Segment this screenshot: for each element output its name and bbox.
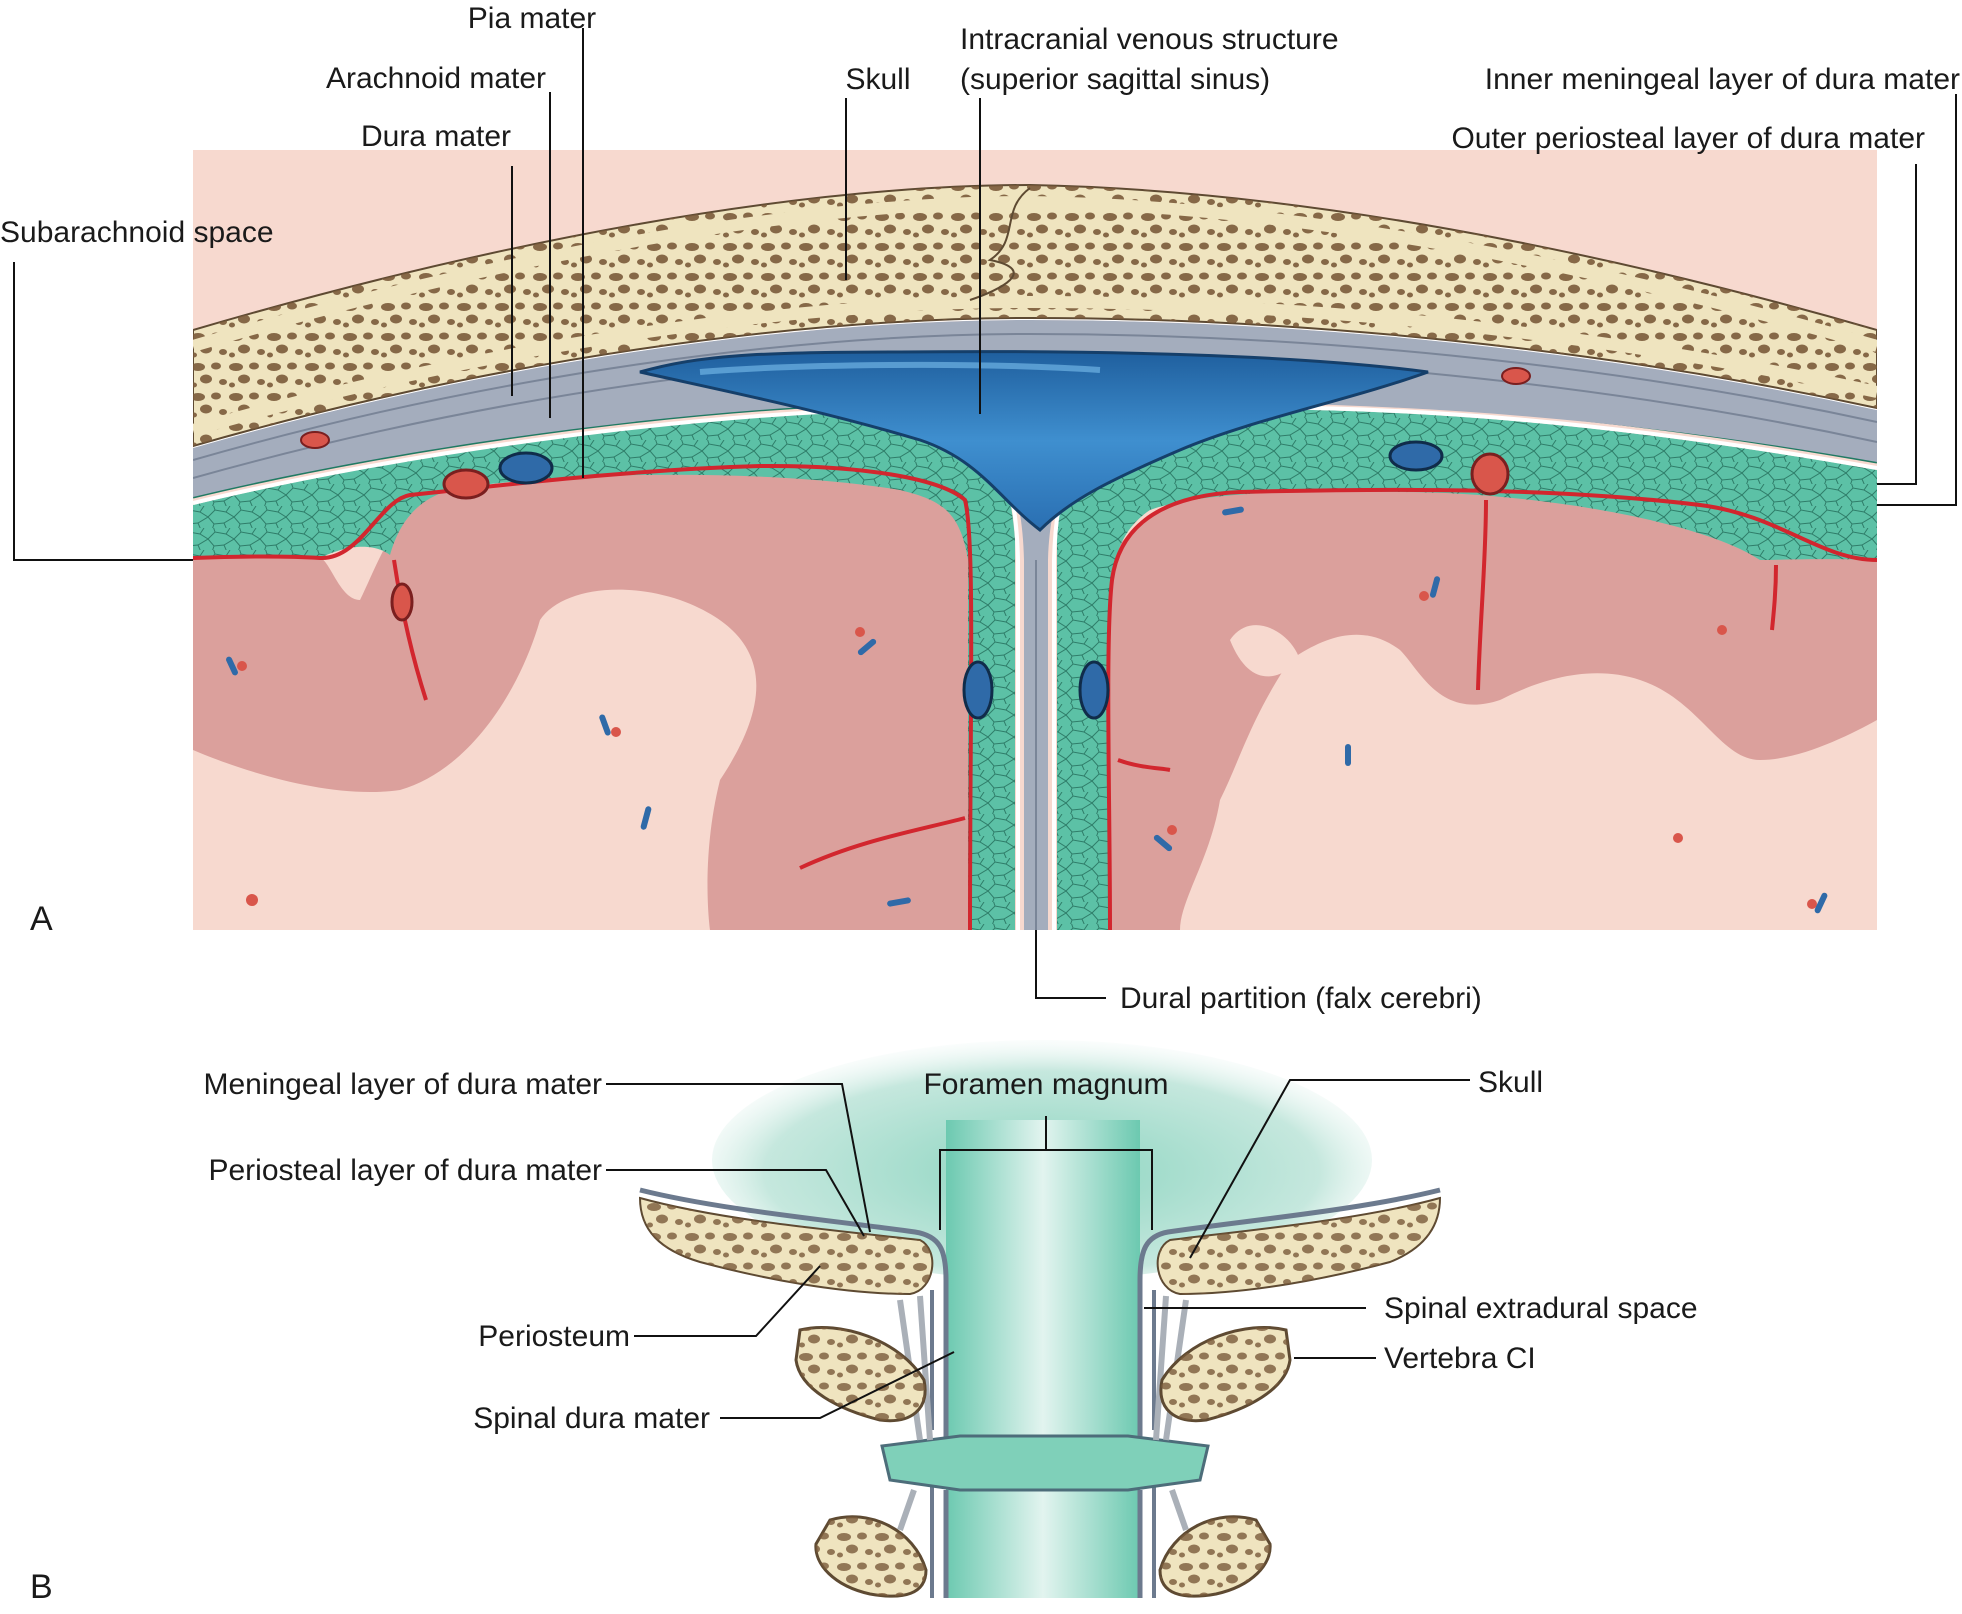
label-subarachnoid-space: Subarachnoid space [0,216,274,249]
spinal-cord [946,1120,1140,1598]
panel-letter-a: A [30,900,53,938]
label-skull-a: Skull [845,63,911,96]
label-falx-cerebri: Dural partition (falx cerebri) [1120,982,1482,1015]
label-venous-structure-line2: (superior sagittal sinus) [960,63,1271,96]
label-spinal-dura-mater: Spinal dura mater [473,1402,710,1435]
label-venous-structure-line1: Intracranial venous structure [960,23,1339,56]
label-pia-mater: Pia mater [467,2,597,35]
dural-collar [882,1436,1208,1490]
label-dura-mater: Dura mater [360,120,512,153]
panel-letter-b: B [30,1568,53,1606]
label-inner-meningeal-layer: Inner meningeal layer of dura mater [1484,63,1960,96]
label-arachnoid-mater: Arachnoid mater [325,62,547,95]
label-foramen-magnum: Foramen magnum [923,1068,1169,1101]
label-skull-b: Skull [1478,1066,1544,1099]
panel-b-illustration [640,1040,1440,1598]
panel-a-illustration [193,150,1877,930]
label-outer-periosteal-layer: Outer periosteal layer of dura mater [1451,122,1925,155]
label-vertebra-ci: Vertebra CI [1384,1342,1536,1375]
label-meningeal-layer: Meningeal layer of dura mater [203,1068,602,1101]
label-periosteal-layer: Periosteal layer of dura mater [208,1154,602,1187]
label-periosteum: Periosteum [478,1320,630,1353]
label-spinal-extradural-space: Spinal extradural space [1384,1292,1698,1325]
